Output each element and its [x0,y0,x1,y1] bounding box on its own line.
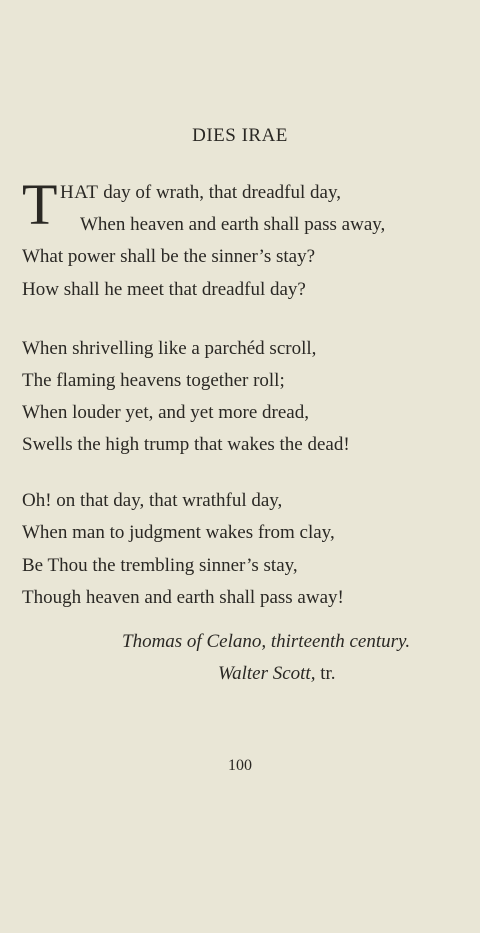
translator-suffix: tr. [315,663,336,684]
page-number: 100 [228,757,252,774]
poem-line: The flaming heavens together roll; [22,370,285,391]
poem-line: Swells the high trump that wakes the dead! [22,434,350,455]
poem-line [60,182,341,204]
poem-title: DIES IRAE [192,125,288,146]
poem-line: Though heaven and earth shall pass away! [22,587,344,608]
poem-line: Be Thou the trembling sinner’s stay, [22,555,298,576]
translator-attribution [218,663,336,685]
line-text: day of wrath, that dreadful day, [98,182,341,203]
small-caps-word: HAT [60,182,99,203]
poem-line: When heaven and earth shall pass away, [80,214,386,235]
poem-line: When louder yet, and yet more dread, [22,402,309,423]
poem-line: Oh! on that day, that wrathful day, [22,490,283,511]
poem-line: When man to judgment wakes from clay, [22,522,335,543]
author-attribution: Thomas of Celano, thirteenth century. [122,631,411,652]
poem-line: When shrivelling like a parchéd scroll, [22,338,317,359]
poem-line: How shall he meet that dreadful day? [22,279,306,300]
poem-line: What power shall be the sinner’s stay? [22,246,316,267]
drop-cap-initial: T [22,172,58,237]
translator-name: Walter Scott, [218,663,316,684]
